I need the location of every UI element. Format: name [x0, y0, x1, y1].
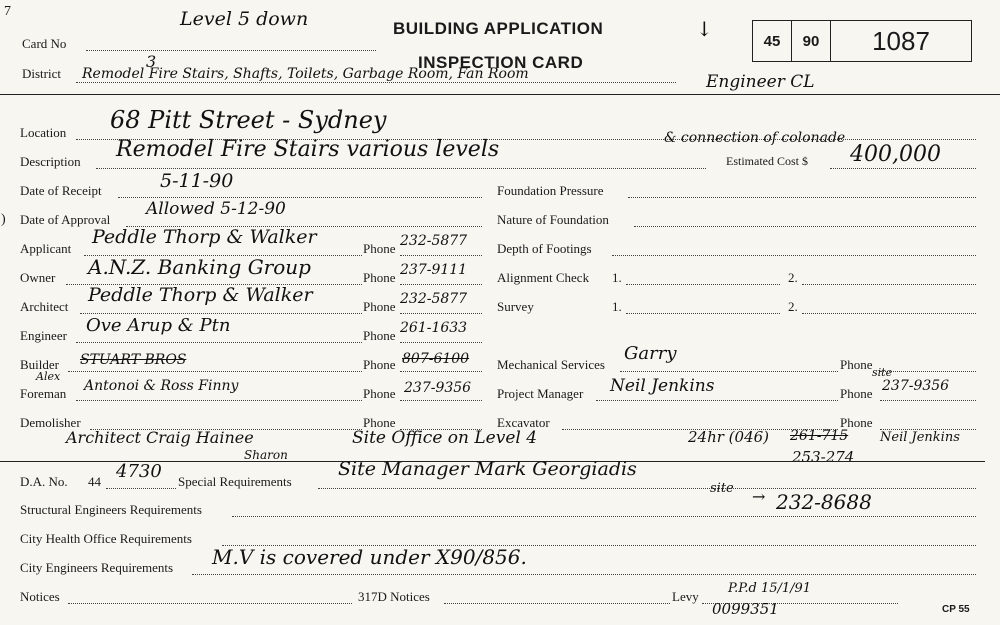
pm-phone-label: Phone	[840, 386, 873, 401]
pm-value: Neil Jenkins	[610, 376, 715, 396]
engineer-note: Engineer CL	[706, 72, 815, 92]
approval-value: Allowed 5-12-90	[146, 199, 286, 219]
box-number: 1087	[872, 25, 930, 56]
engineer-line	[76, 342, 362, 343]
pm-phone: 237-9356	[882, 378, 950, 394]
header-rule	[0, 94, 1000, 95]
architect-phone-line	[400, 313, 482, 314]
description-label: Description	[20, 154, 81, 169]
survey-label: Survey	[497, 299, 534, 314]
special-line	[318, 488, 976, 489]
da-label: D.A. No.	[20, 474, 68, 489]
arrow-mark: ↓	[696, 17, 713, 41]
levy-value: P.P.d 15/1/91	[728, 581, 812, 596]
district-number: 3	[146, 52, 157, 71]
owner-phone: 237-9111	[400, 262, 468, 278]
builder-value: STUART BROS	[80, 352, 187, 368]
pm-phone-line	[880, 400, 976, 401]
depth-footings-line	[612, 255, 976, 256]
approval-label: Date of Approval	[20, 212, 111, 227]
health-label: City Health Office Requirements	[20, 531, 192, 546]
pm-line	[596, 400, 838, 401]
excavator-label: Excavator	[497, 415, 550, 430]
da-value: 4730	[116, 461, 162, 482]
foreman-phone-line	[400, 400, 482, 401]
foreman-label: Foreman	[20, 386, 67, 401]
notices317-line	[444, 603, 670, 604]
nature-foundation-line	[634, 226, 976, 227]
builder-line	[68, 371, 362, 372]
da-prefix: 44	[88, 474, 101, 489]
alignment-num-1: 1.	[612, 270, 622, 285]
foreman-phone: 237-9356	[404, 380, 472, 396]
cost-value: 400,000	[850, 142, 941, 167]
note-site-office: Site Office on Level 4	[352, 428, 538, 448]
location-value: 68 Pitt Street - Sydney	[110, 106, 387, 134]
mech-label: Mechanical Services	[497, 357, 605, 372]
engineer-phone-label: Phone	[363, 328, 396, 343]
foundation-pressure-line	[628, 197, 976, 198]
architect-phone: 232-5877	[400, 291, 468, 307]
foreman-value: Antonoi & Ross Finny	[84, 378, 239, 394]
survey-line-1	[626, 313, 780, 314]
demolisher-phone-label: Phone	[363, 415, 396, 430]
architect-phone-label: Phone	[363, 299, 396, 314]
location-label: Location	[20, 125, 67, 140]
builder-phone-line	[400, 371, 482, 372]
box-a: 45	[753, 21, 792, 61]
receipt-value: 5-11-90	[160, 170, 234, 192]
owner-label: Owner	[20, 270, 56, 285]
note-architect-sub: Sharon	[244, 448, 288, 462]
foreman-line	[76, 400, 362, 401]
district-line	[76, 82, 676, 83]
demolisher-label: Demolisher	[20, 415, 81, 430]
architect-label: Architect	[20, 299, 69, 314]
applicant-value: Peddle Thorp & Walker	[92, 226, 317, 248]
applicant-label: Applicant	[20, 241, 72, 256]
owner-phone-line	[400, 284, 482, 285]
da-line	[106, 488, 176, 489]
levy-number: 0099351	[712, 600, 779, 618]
margin-mark-tick: )	[1, 212, 6, 227]
cost-line	[830, 168, 976, 169]
survey-line-2	[802, 313, 976, 314]
builder-phone: 807-6100	[402, 351, 470, 367]
mech-value: Garry	[624, 343, 677, 364]
description-note: & connection of colonade	[664, 130, 846, 146]
site-phone-arrow: →	[752, 487, 766, 506]
mech-phone-label: Phone	[840, 357, 873, 372]
card-no-label: Card No	[22, 36, 67, 51]
survey-num-1: 1.	[612, 299, 622, 314]
foreman-phone-label: Phone	[363, 386, 396, 401]
district-label: District	[22, 66, 61, 81]
alignment-line-1	[626, 284, 780, 285]
title-building-application: BUILDING APPLICATION	[393, 19, 604, 38]
site-phone-note: site	[710, 481, 734, 496]
foundation-pressure-label: Foundation Pressure	[497, 183, 604, 198]
city-eng-line	[192, 574, 976, 575]
survey-num-2: 2.	[788, 299, 798, 314]
special-label: Special Requirements	[178, 474, 292, 489]
notices317-label: 317D Notices	[358, 589, 430, 604]
margin-mark-seven: 7	[4, 4, 11, 19]
district-value: Remodel Fire Stairs, Shafts, Toilets, Garbage Room, Fan Room	[82, 66, 529, 82]
engineer-phone-line	[400, 342, 482, 343]
levy-label: Levy	[672, 589, 699, 604]
notices-label: Notices	[20, 589, 60, 604]
nature-foundation-label: Nature of Foundation	[497, 212, 609, 227]
alignment-num-2: 2.	[788, 270, 798, 285]
receipt-line	[118, 197, 482, 198]
note-struck-number: 261-715	[790, 428, 849, 444]
city-eng-value: M.V is covered under X90/856.	[212, 545, 527, 569]
alignment-label: Alignment Check	[497, 270, 590, 285]
special-value: Site Manager Mark Georgiadis	[338, 458, 637, 480]
architect-value: Peddle Thorp & Walker	[88, 284, 313, 306]
applicant-phone-line	[400, 255, 482, 256]
builder-phone-label: Phone	[363, 357, 396, 372]
note-architect: Architect Craig Hainee	[66, 428, 254, 447]
note-alt-number: 253-274	[792, 448, 855, 466]
note-pm-name: Neil Jenkins	[880, 430, 960, 445]
form-code: CP 55	[942, 604, 970, 615]
architect-line	[80, 313, 362, 314]
cost-label: Estimated Cost $	[726, 154, 808, 168]
mech-line	[620, 371, 838, 372]
applicant-phone-label: Phone	[363, 241, 396, 256]
card-no-value: Level 5 down	[180, 8, 309, 30]
structural-label: Structural Engineers Requirements	[20, 502, 202, 517]
note-hours: 24hr (046)	[688, 428, 770, 446]
description-value: Remodel Fire Stairs various levels	[116, 137, 500, 162]
description-line	[96, 168, 706, 169]
pm-label: Project Manager	[497, 386, 584, 401]
owner-phone-label: Phone	[363, 270, 396, 285]
alignment-line-2	[802, 284, 976, 285]
title-inspection-card: INSPECTION CARD	[418, 53, 584, 72]
notices-line	[68, 603, 352, 604]
builder-label: Builder	[20, 357, 59, 372]
foreman-note: Alex	[36, 370, 61, 383]
structural-line	[232, 516, 976, 517]
mech-phone-line	[880, 371, 976, 372]
owner-value: A.N.Z. Banking Group	[88, 255, 311, 279]
box-b: 90	[792, 21, 831, 61]
receipt-label: Date of Receipt	[20, 183, 102, 198]
reference-boxes	[752, 20, 972, 62]
depth-footings-label: Depth of Footings	[497, 241, 592, 256]
engineer-value: Ove Arup & Ptn	[86, 315, 231, 336]
card-no-line	[86, 50, 376, 51]
applicant-phone: 232-5877	[400, 233, 468, 249]
engineer-label: Engineer	[20, 328, 67, 343]
site-phone: 232-8688	[776, 490, 872, 514]
city-eng-label: City Engineers Requirements	[20, 560, 174, 575]
engineer-phone: 261-1633	[400, 320, 468, 336]
pm-phone-note: site	[872, 366, 893, 379]
excavator-phone-label: Phone	[840, 415, 873, 430]
